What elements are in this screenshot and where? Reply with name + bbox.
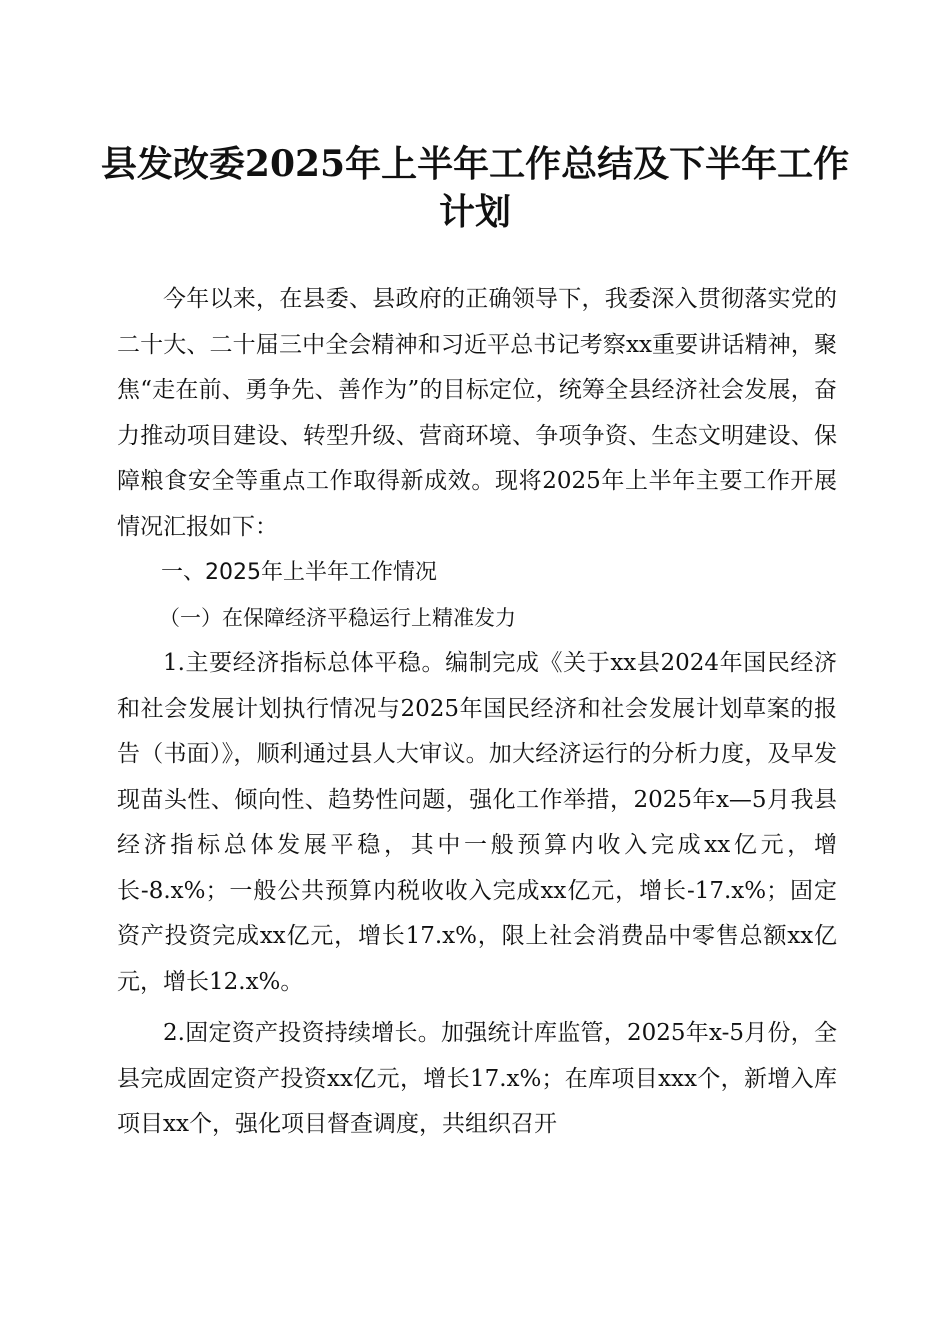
item-paragraph-1: 1.主要经济指标总体平稳。编制完成《关于xx县2024年国民经济和社会发展计划执行情况与2025年国民经济和社会发展计划草案的报告（书面）》，顺利通过县人大审议。加大经济运行的分析力度，及早发现苗头性、倾向性、趋势性问题，强化工作举措，2025年x—5月我县经济指标总体发展平稳，其中一般预算内收入完成xx亿元，增长-8.x%；一般公共预算内税收收入完成xx亿元，增长-17.x%；固定资产投资完成xx亿元，增长17.x%，限上社会消费品中零售总额xx亿元，增长12.x%。	[117, 650, 837, 995]
document-body	[117, 277, 837, 1148]
section-heading: 一、2025年上半年工作情况	[161, 560, 437, 585]
subsection-heading: （一）在保障经济平稳运行上精准发力	[159, 605, 516, 630]
item-paragraph-2: 2.固定资产投资持续增长。加强统计库监管，2025年x-5月份，全县完成固定资产投资xx亿元，增长17.x%；在库项目xxx个，新增入库项目xx个，强化项目督查调度，共组织召开	[117, 1020, 837, 1137]
document-title: 县发改委2025年上半年工作总结及下半年工作计划	[100, 143, 850, 233]
intro-paragraph: 今年以来，在县委、县政府的正确领导下，我委深入贯彻落实党的二十大、二十届三中全会精神和习近平总书记考察xx重要讲话精神，聚焦“走在前、勇争先、善作为”的目标定位，统筹全县经济社会发展，奋力推动项目建设、转型升级、营商环境、争项争资、生态文明建设、保障粮食安全等重点工作取得新成效。现将2025年上半年主要工作开展情况汇报如下：	[117, 286, 837, 540]
